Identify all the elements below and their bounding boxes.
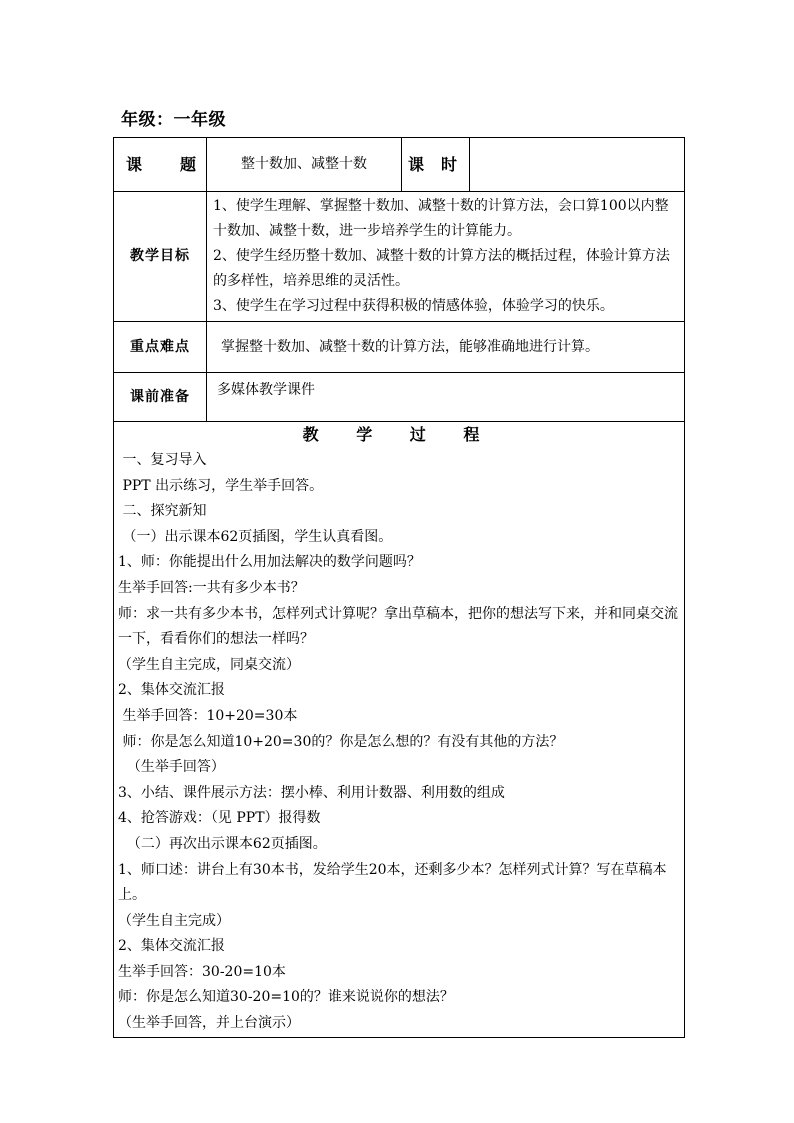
process-line: 2、集体交流汇报 xyxy=(118,938,225,955)
process-line: （学生自主完成，同桌交流） xyxy=(118,656,300,673)
process-title: 教 学 过 程 xyxy=(302,425,496,444)
key-points-label: 重点难点 xyxy=(114,322,207,373)
preparation-value: 多媒体教学课件 xyxy=(207,373,685,422)
process-line: PPT 出示练习，学生举手回答。 xyxy=(118,477,324,494)
process-line: 二、探究新知 xyxy=(118,503,207,520)
process-line: （一）出示课本62页插图，学生认真看图。 xyxy=(118,528,393,545)
process-line: 生举手回答：30-20=10本 xyxy=(118,963,286,980)
process-line: （二）再次出示课本62页插图。 xyxy=(118,835,327,852)
goals-row xyxy=(114,192,685,322)
process-line: 1、师口述：讲台上有30本书，发给学生20本，还剩多少本？怎样列式计算？写在草稿本上。 xyxy=(118,861,667,904)
process-line: 师：你是怎么知道10+20=30的？你是怎么想的？有没有其他的方法？ xyxy=(118,733,564,750)
process-row xyxy=(114,422,685,1038)
process-line: 2、集体交流汇报 xyxy=(118,682,225,699)
process-content xyxy=(114,422,685,1038)
process-line: 4、抢答游戏：（见 PPT）报得数 xyxy=(118,810,321,827)
hours-value xyxy=(470,138,685,192)
grade-heading: 年级：一年级 xyxy=(121,110,226,130)
process-line: 生举手回答：10+20=30本 xyxy=(118,707,298,724)
process-line: （生举手回答，并上台演示） xyxy=(118,1015,300,1032)
preparation-row xyxy=(114,373,685,422)
goals-label: 教学目标 xyxy=(114,192,207,322)
topic-row xyxy=(114,138,685,192)
topic-label xyxy=(114,138,207,192)
process-line: 一、复习导入 xyxy=(118,452,207,468)
process-lines xyxy=(118,448,680,1037)
process-line: 师：求一共有多少本书，怎样列式计算呢？拿出草稿本，把你的想法写下来，并和同桌交流一下，看看你们的想法一样吗？ xyxy=(118,605,678,648)
process-line: 3、小结、课件展示方法：摆小棒、利用计数器、利用数的组成 xyxy=(118,784,505,801)
process-line: 师：你是怎么知道30-20=10的？谁来说说你的想法？ xyxy=(118,989,454,1006)
goal-item-1: 1、使学生理解、掌握整十数加、减整十数的计算方法，会口算100以内整十数加、减整十数，进一步培养学生的计算能力。 xyxy=(213,198,669,239)
goals-content xyxy=(207,192,685,322)
process-line: 1、师：你能提出什么用加法解决的数学问题吗？ xyxy=(118,554,421,571)
process-line: 生举手回答:一共有多少本书？ xyxy=(118,579,305,596)
key-points-row xyxy=(114,322,685,373)
key-points-value: 掌握整十数加、减整十数的计算方法，能够准确地进行计算。 xyxy=(207,322,685,373)
topic-label-b: 题 xyxy=(179,155,196,174)
hours-label xyxy=(402,138,470,192)
lesson-plan-table xyxy=(113,137,685,1038)
topic-label-a: 课 xyxy=(126,155,143,174)
topic-value: 整十数加、减整十数 xyxy=(207,138,402,192)
process-line: （生举手回答） xyxy=(118,759,225,776)
goal-item-2: 2、使学生经历整十数加、减整十数的计算方法的概括过程，体验计算方法的多样性，培养思维的灵活性。 xyxy=(213,248,670,289)
process-line: （学生自主完成） xyxy=(118,912,230,929)
preparation-label: 课前准备 xyxy=(114,373,207,422)
hours-label-b: 时 xyxy=(440,155,457,174)
goal-item-3: 3、使学生在学习过程中获得积极的情感体验，体验学习的快乐。 xyxy=(213,298,614,314)
hours-label-a: 课 xyxy=(408,155,425,174)
